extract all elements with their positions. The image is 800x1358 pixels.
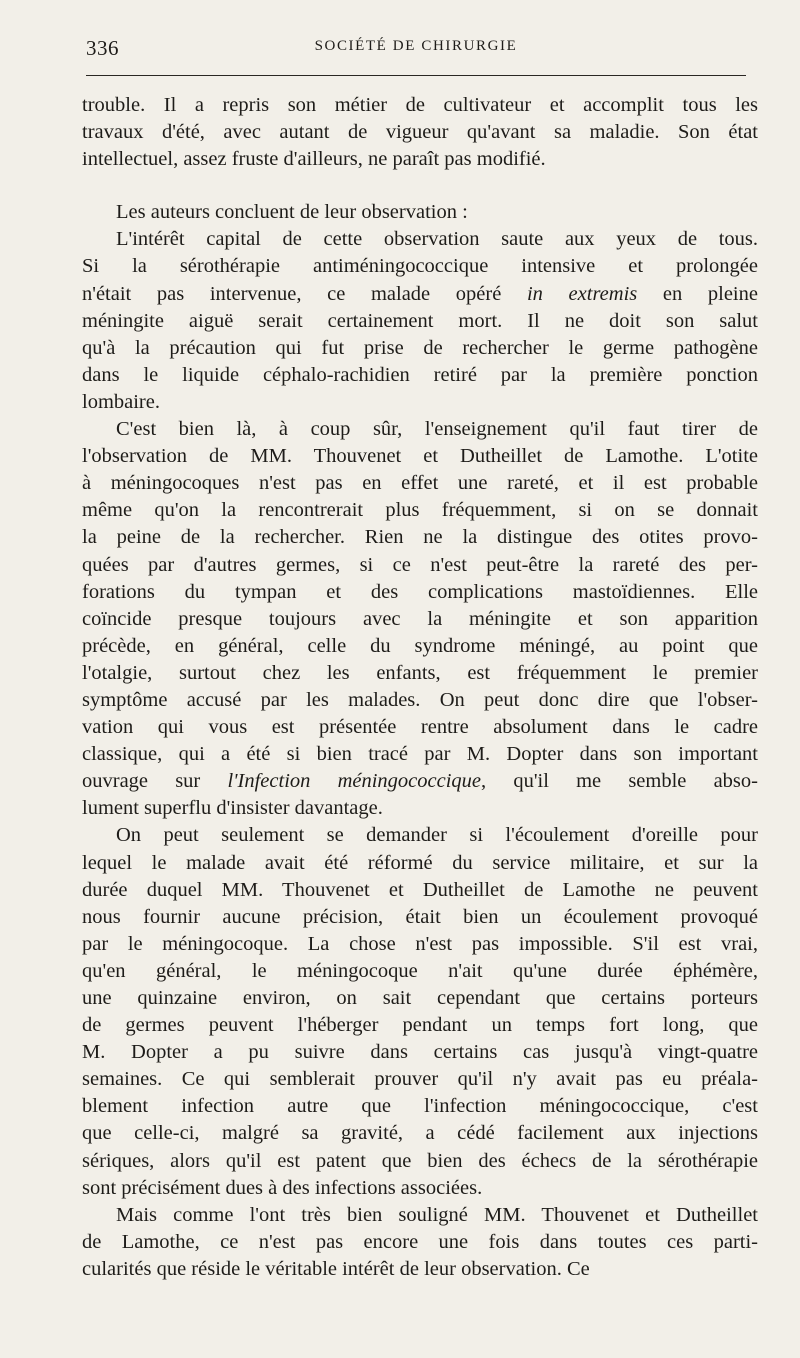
text-line: une quinzaine environ, on sait cependant que certains porteurs: [82, 987, 758, 1009]
paragraph: [82, 199, 758, 226]
text-line: qu'à la précaution qui fut prise de rechercher le germe pathogène: [82, 336, 758, 359]
text-line: par le méningocoque. La chose n'est pas impossible. S'il est vrai,: [82, 932, 758, 955]
text-line: semaines. Ce qui semblerait prouver qu'il n'y avait pas eu préala-: [82, 1068, 758, 1091]
paragraph: [82, 416, 758, 822]
text-line: forations du tympan et des complications mastoïdiennes. Elle: [82, 580, 758, 603]
text-line: lequel le malade avait été réformé du service militaire, et sur la: [82, 851, 758, 874]
text-line: L'intérêt capital de cette observation saute aux yeux de tous.: [116, 228, 758, 251]
text-line: Si la sérothérapie antiméningococcique intensive et prolongée: [82, 255, 758, 278]
text-line: même qu'on la rencontrerait plus fréquemment, si on se donnait: [82, 499, 758, 522]
paragraph-gap: [82, 173, 758, 199]
text-line: Mais comme l'ont très bien souligné MM. Thouvenet et Dutheillet: [116, 1203, 758, 1226]
text-line: la peine de la rechercher. Rien ne la distingue des otites provo-: [82, 526, 758, 549]
paragraph: [82, 92, 758, 173]
text-line: trouble. Il a repris son métier de cultivateur et accomplit tous les: [82, 94, 758, 116]
text-line: intellectuel, assez fruste d'ailleurs, ne paraît pas modifié.: [82, 148, 546, 171]
text-line: l'otalgie, surtout chez les enfants, est fréquemment le premier: [82, 661, 758, 684]
text-line: de Lamothe, ce n'est pas encore une fois dans toutes ces parti-: [82, 1230, 758, 1253]
text-line: sont précisément dues à des infections associées.: [82, 1176, 483, 1199]
text-line: à méningocoques n'est pas en effet une rareté, et il est probable: [82, 472, 758, 495]
text-line: On peut seulement se demander si l'écoulement d'oreille pour: [116, 824, 758, 847]
paragraph: [82, 1202, 758, 1283]
text-line: qu'en général, le méningocoque n'ait qu'une durée éphémère,: [82, 959, 758, 982]
text-line: dans le liquide céphalo-rachidien retiré par la première ponction: [82, 363, 758, 386]
text-line: lombaire.: [82, 390, 160, 413]
page-number: 336: [86, 36, 119, 60]
text-line: quées par d'autres germes, si ce n'est peut-être la rareté des per-: [82, 553, 758, 576]
text-line: coïncide presque toujours avec la méningite et son apparition: [82, 607, 758, 630]
text-line: sériques, alors qu'il est patent que bien des échecs de la sérothérapie: [82, 1149, 758, 1172]
text-line: classique, qui a été si bien tracé par M. Dopter dans son important: [82, 743, 758, 766]
text-line: précède, en général, celle du syndrome méningé, au point que: [82, 634, 758, 657]
paragraph: [82, 226, 758, 416]
text-line: durée duquel MM. Thouvenet et Dutheillet de Lamothe ne peuvent: [82, 878, 758, 901]
text-line: blement infection autre que l'infection méningococcique, c'est: [82, 1095, 758, 1118]
text-line: n'était pas intervenue, ce malade opéré in extremis en pleine: [82, 282, 758, 305]
text-line: cularités que réside le véritable intérêt de leur observation. Ce: [82, 1257, 590, 1280]
text-line: que celle-ci, malgré sa gravité, a cédé facilement aux injections: [82, 1122, 758, 1145]
header-rule: [86, 75, 746, 76]
text-line: nous fournir aucune précision, était bien un écoulement provoqué: [82, 905, 758, 928]
text-line: travaux d'été, avec autant de vigueur qu'avant sa maladie. Son état: [82, 121, 758, 144]
text-line: C'est bien là, à coup sûr, l'enseignement qu'il faut tirer de: [116, 418, 758, 441]
running-title: SOCIÉTÉ DE CHIRURGIE: [314, 38, 518, 54]
text-line: l'observation de MM. Thouvenet et Dutheillet de Lamothe. L'otite: [82, 445, 758, 468]
text-line: vation qui vous est présentée rentre absolument dans le cadre: [82, 716, 758, 739]
paragraph: [82, 822, 758, 1201]
text-line: M. Dopter a pu suivre dans certains cas jusqu'à vingt-quatre: [82, 1041, 758, 1064]
running-head: [86, 36, 746, 60]
text-line: méningite aiguë serait certainement mort. Il ne doit son salut: [82, 309, 758, 332]
text-line: de germes peuvent l'héberger pendant un temps fort long, que: [82, 1014, 758, 1037]
body-text: [82, 92, 758, 1283]
text-line: ouvrage sur l'Infection méningococcique, qu'il me semble abso-: [82, 770, 758, 793]
text-line: Les auteurs concluent de leur observation :: [116, 201, 468, 224]
text-line: lument superflu d'insister davantage.: [82, 797, 383, 820]
text-line: symptôme accusé par les malades. On peut donc dire que l'obser-: [82, 688, 758, 711]
